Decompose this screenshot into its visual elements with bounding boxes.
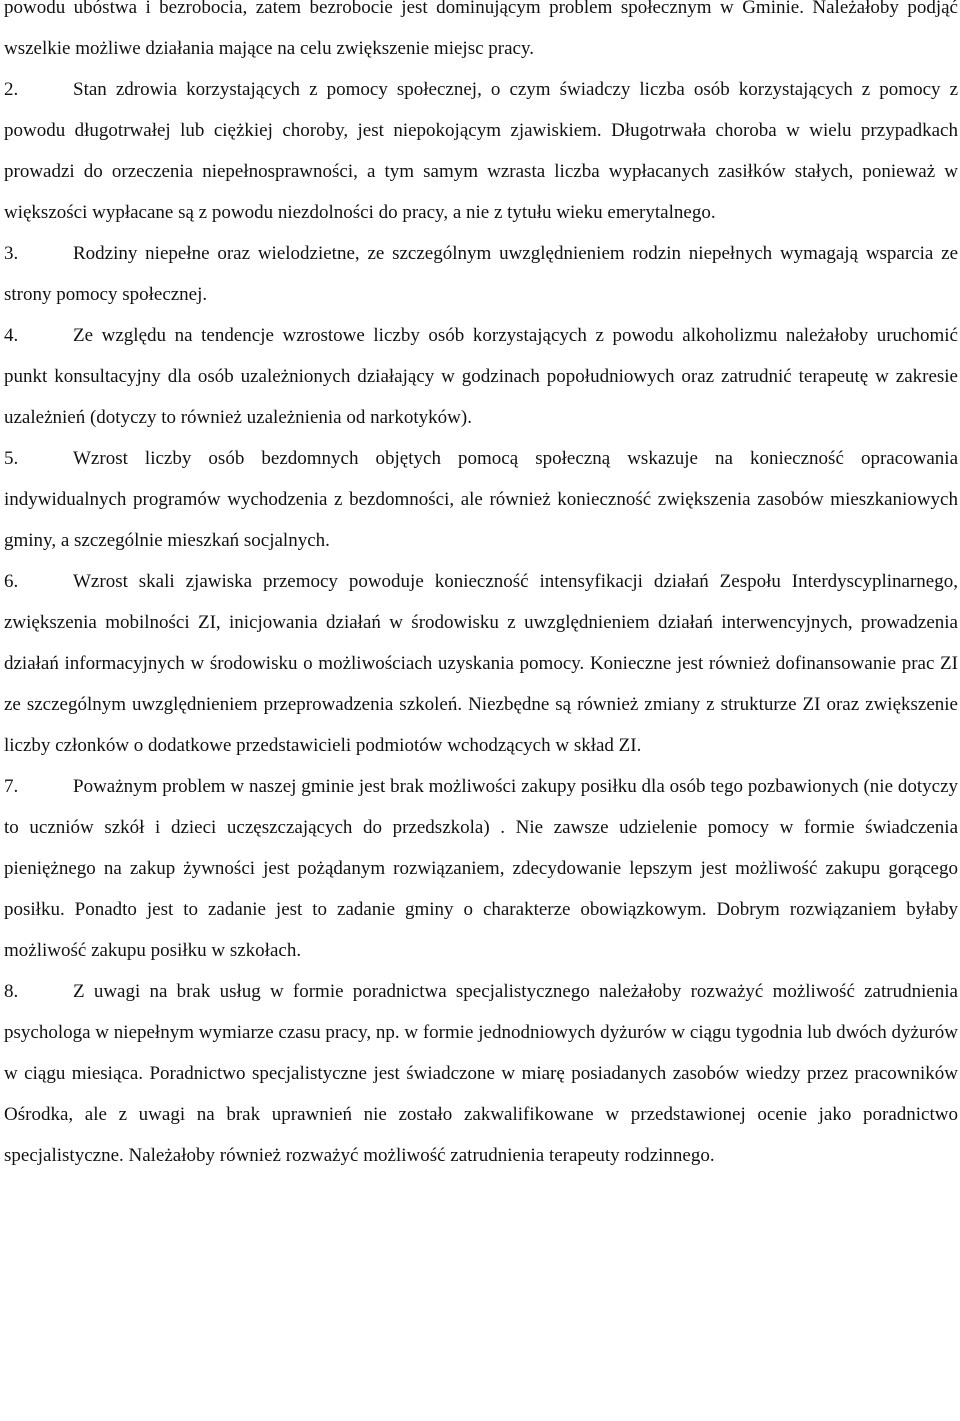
list-item — [4, 69, 958, 233]
item-number: 6. — [4, 571, 19, 592]
item-text: Z uwagi na brak usług w formie poradnictwa specjalistycznego należałoby rozważyć możliwość zatrudnienia psychologa w niepełnym wymiarze czasu pracy, np. w formie jednodniowych dyżurów w ciągu tygodnia lub dwóch dyżurów w ciągu miesiąca. Poradnictwo specjalistyczne jest świadczone w miarę posiadanych zasobów wiedzy przez pracowników Ośrodka, ale z uwagi na brak uprawnień nie zostało zakwalifikowane w przedstawionej ocenie jako poradnictwo specjalistyczne. Należałoby również rozważyć możliwość zatrudnienia terapeuty rodzinnego. — [4, 981, 958, 1166]
item-number: 4. — [4, 325, 19, 346]
item-number: 2. — [4, 79, 19, 100]
item-text: Stan zdrowia korzystających z pomocy społecznej, o czym świadczy liczba osób korzystających z pomocy z powodu długotrwałej lub ciężkiej choroby, jest niepokojącym zjawiskiem. Długotrwała choroba w wielu przypadkach prowadzi do orzeczenia niepełnosprawności, a tym samym wzrasta liczba wypłacanych zasiłków stałych, ponieważ w większości wypłacane są z powodu niezdolności do pracy, a nie z tytułu wieku emerytalnego. — [4, 79, 958, 223]
list-item — [4, 766, 958, 971]
intro-paragraph: powodu ubóstwa i bezrobocia, zatem bezrobocie jest dominującym problem społecznym w Gminie. Należałoby podjąć wszelkie możliwe działania mające na celu zwiększenie miejsc pracy. — [4, 0, 958, 59]
item-number: 5. — [4, 448, 19, 469]
list-item — [4, 233, 958, 315]
item-text: Wzrost skali zjawiska przemocy powoduje konieczność intensyfikacji działań Zespołu Interdyscyplinarnego, zwiększenia mobilności ZI, inicjowania działań w środowisku z uwzględnieniem działań interwencyjnych, prowadzenia działań informacyjnych w środowisku o możliwościach uzyskania pomocy. Konieczne jest również dofinansowanie prac ZI ze szczególnym uwzględnieniem przeprowadzenia szkoleń. Niezbędne są również zmiany z strukturze ZI oraz zwiększenie liczby członków o dodatkowe przedstawicieli podmiotów wchodzących w skład ZI. — [4, 571, 958, 756]
list-item — [4, 315, 958, 438]
list-item — [4, 561, 958, 766]
document-page — [4, 0, 958, 1176]
item-number: 7. — [4, 776, 19, 797]
list-item — [4, 438, 958, 561]
item-text: Wzrost liczby osób bezdomnych objętych pomocą społeczną wskazuje na konieczność opracowania indywidualnych programów wychodzenia z bezdomności, ale również konieczność zwiększenia zasobów mieszkaniowych gminy, a szczególnie mieszkań socjalnych. — [4, 448, 958, 551]
item-text: Poważnym problem w naszej gminie jest brak możliwości zakupy posiłku dla osób tego pozbawionych (nie dotyczy to uczniów szkół i dzieci uczęszczających do przedszkola) . Nie zawsze udzielenie pomocy w formie świadczenia pieniężnego na zakup żywności jest pożądanym rozwiązaniem, zdecydowanie lepszym jest możliwość zakupu gorącego posiłku. Ponadto jest to zadanie jest to zadanie gminy o charakterze obowiązkowym. Dobrym rozwiązaniem byłaby możliwość zakupu posiłku w szkołach. — [4, 776, 958, 961]
item-text: Rodziny niepełne oraz wielodzietne, ze szczególnym uwzględnieniem rodzin niepełnych wymagają wsparcia ze strony pomocy społecznej. — [4, 243, 958, 305]
item-text: Ze względu na tendencje wzrostowe liczby osób korzystających z powodu alkoholizmu należałoby uruchomić punkt konsultacyjny dla osób uzależnionych działający w godzinach popołudniowych oraz zatrudnić terapeutę w zakresie uzależnień (dotyczy to również uzależnienia od narkotyków). — [4, 325, 958, 428]
item-number: 8. — [4, 981, 19, 1002]
list-item — [4, 971, 958, 1176]
item-number: 3. — [4, 243, 19, 264]
